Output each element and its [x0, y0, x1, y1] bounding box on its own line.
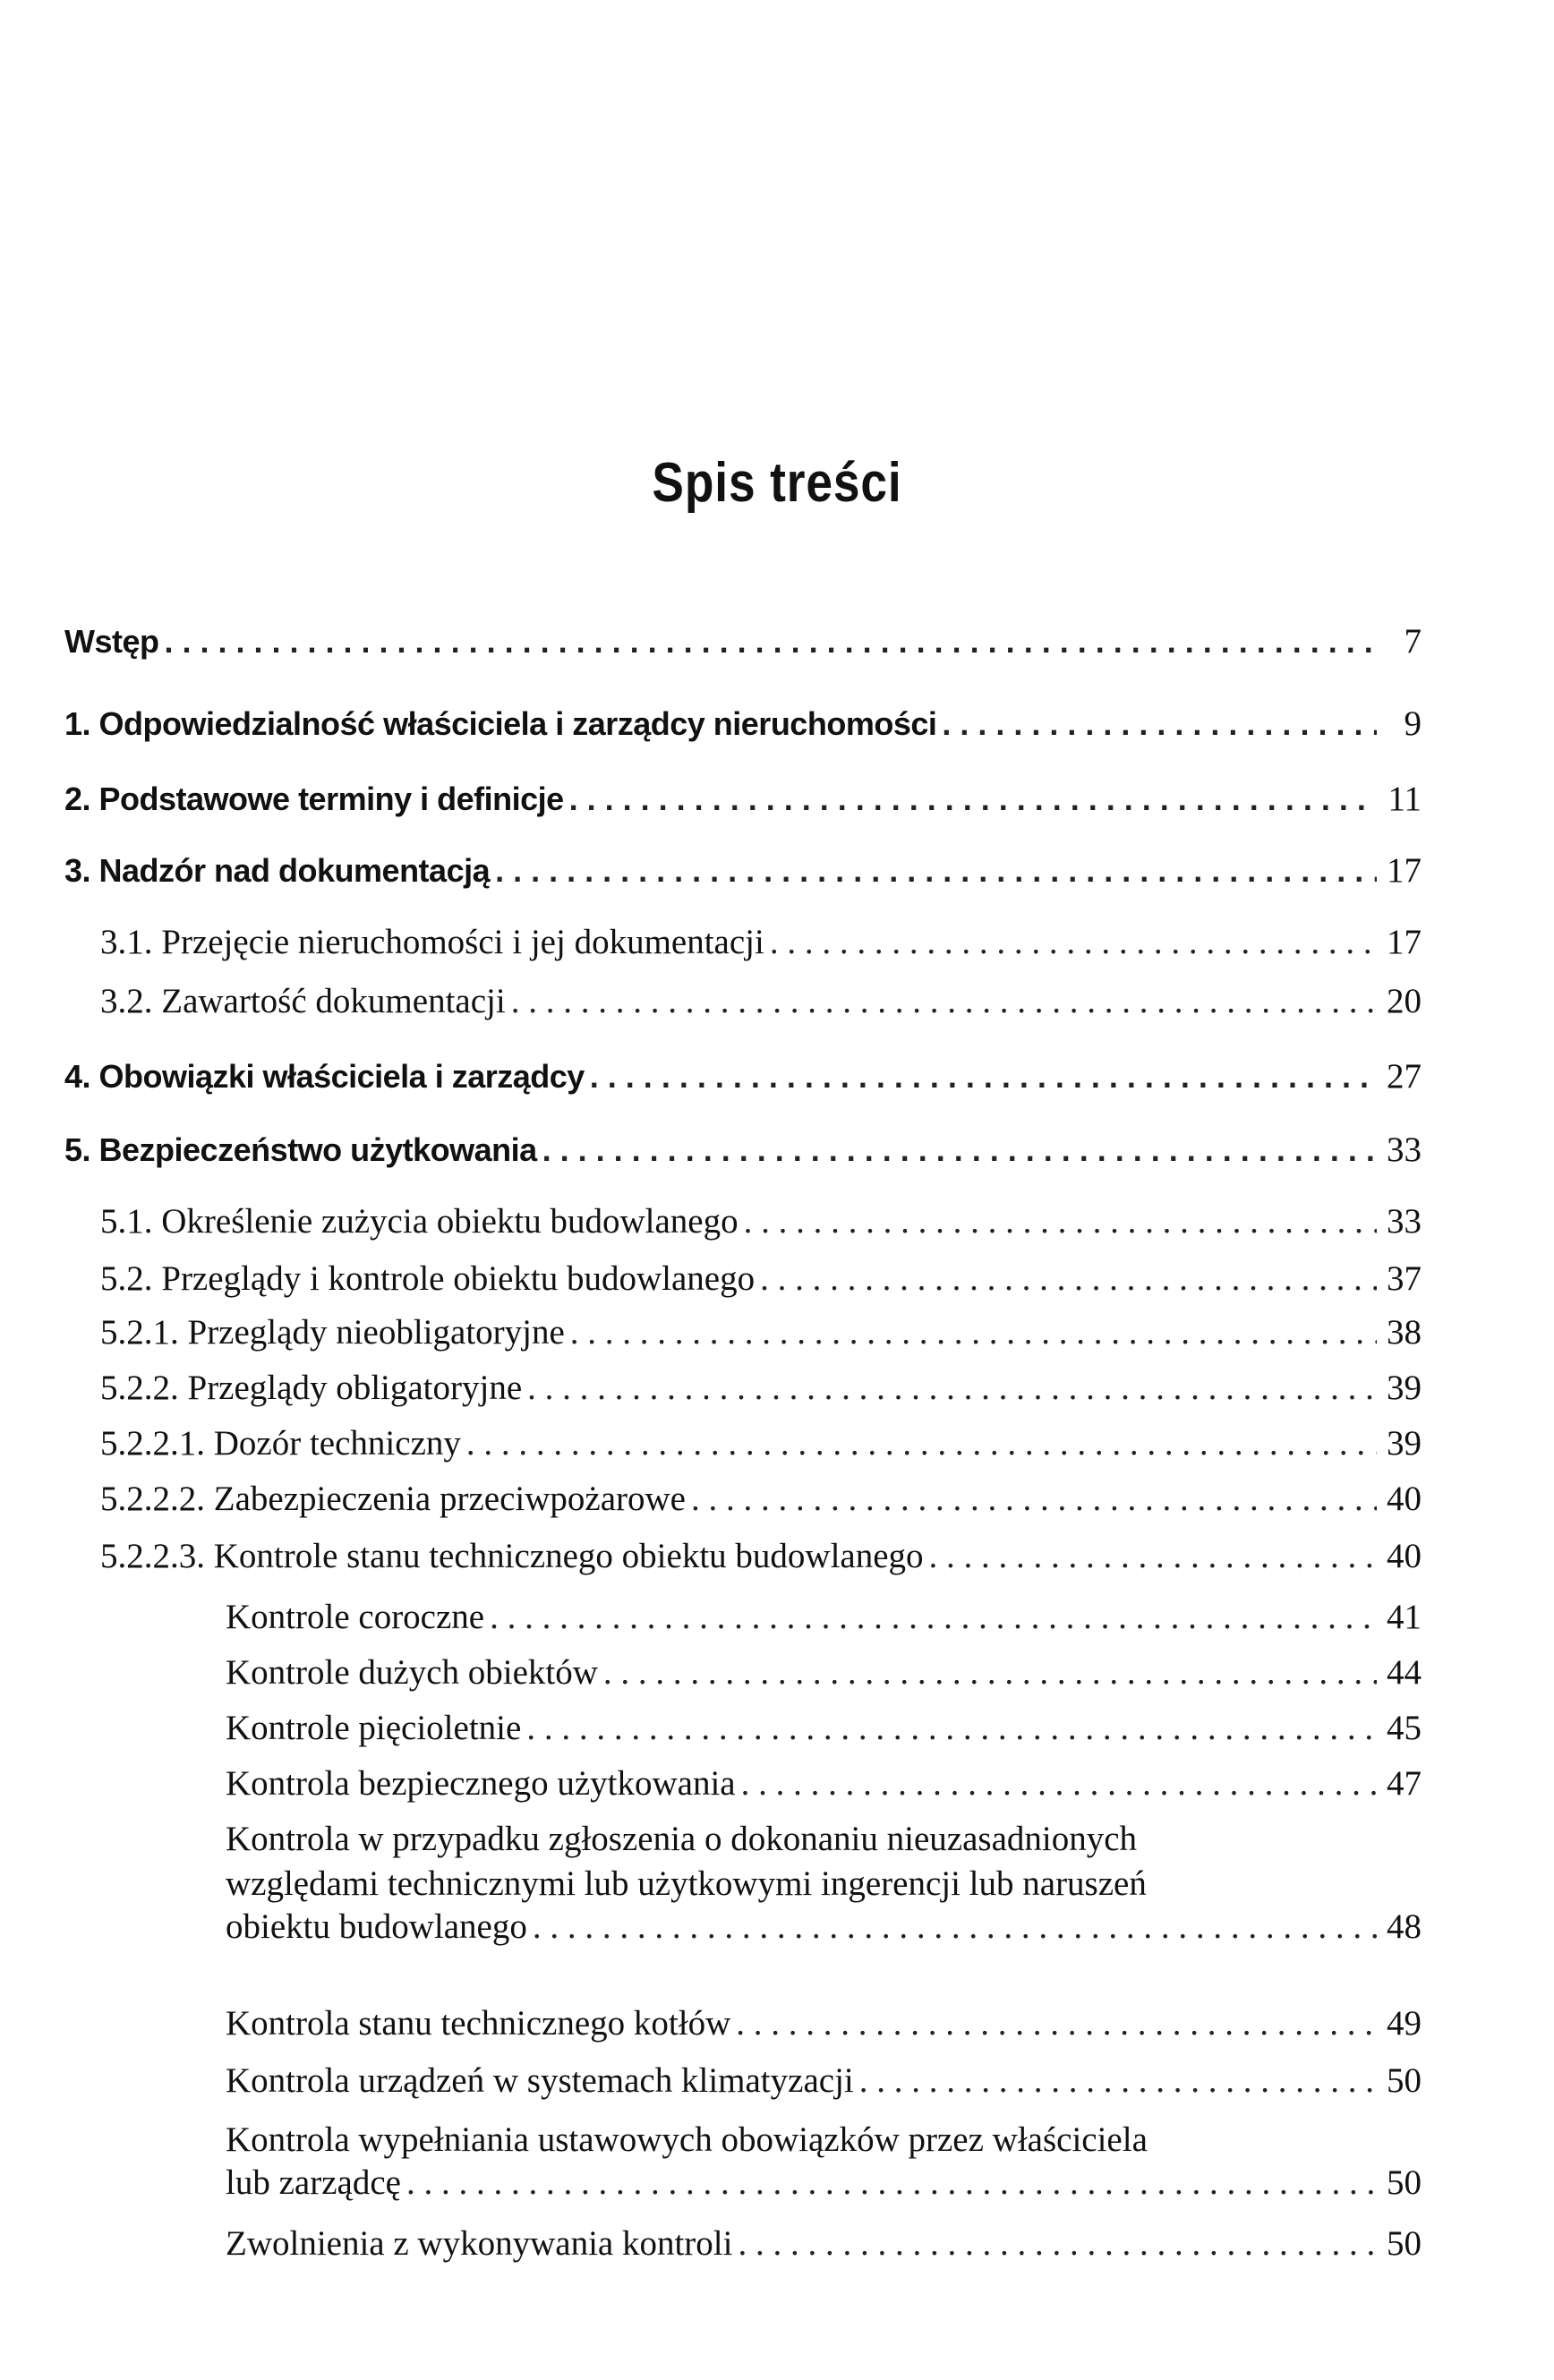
toc-entry-wstep[interactable]	[64, 621, 1422, 666]
toc-entry-label: obiektu budowlanego	[226, 1907, 527, 1946]
toc-entry-label: 5.2.2. Przeglądy obligatoryjne	[100, 1369, 523, 1407]
toc-entry-kontrole-duzych-obiektow[interactable]	[226, 1652, 1422, 1697]
dot-leader	[569, 781, 1377, 818]
toc-entry-line: Kontrola w przypadku zgłoszenia o dokonaniu nieuzasadnionych	[226, 1820, 1138, 1858]
toc-entry-section-3-2[interactable]	[100, 981, 1422, 1026]
toc-entry-line: Kontrola wypełniania ustawowych obowiązków przez właściciela	[226, 2120, 1148, 2159]
toc-entry-zwolnienia[interactable]	[226, 2223, 1422, 2268]
toc-entry-page: 33	[1387, 1130, 1422, 1169]
toc-entry-page: 48	[1387, 1907, 1422, 1946]
toc-entry-section-5-2-1[interactable]	[100, 1312, 1422, 1357]
dot-leader	[590, 1058, 1377, 1096]
dot-leader	[942, 705, 1377, 743]
dot-leader	[511, 981, 1377, 1021]
toc-entry-section-3-1[interactable]	[100, 922, 1422, 967]
dot-leader	[691, 1479, 1377, 1519]
dot-leader	[406, 2162, 1377, 2203]
toc-entry-label: Kontrole dużych obiektów	[226, 1653, 598, 1692]
toc-entry-page: 50	[1387, 2224, 1422, 2263]
dot-leader	[165, 623, 1378, 661]
toc-entry-label: 5.2.1. Przeglądy nieobligatoryjne	[100, 1313, 565, 1352]
dot-leader	[527, 1368, 1377, 1408]
toc-entry-section-5-2-2[interactable]	[100, 1368, 1422, 1412]
toc-entry-section-5-2-2-3[interactable]	[100, 1536, 1422, 1581]
dot-leader	[526, 1708, 1377, 1748]
toc-entry-page: 39	[1387, 1369, 1422, 1407]
toc-entry-label: lub zarządcę	[226, 2163, 401, 2202]
toc-entry-page: 45	[1387, 1709, 1422, 1747]
dot-leader	[738, 2223, 1377, 2264]
toc-entry-label: Kontrole pięcioletnie	[226, 1709, 522, 1747]
toc-entry-page: 33	[1387, 1202, 1422, 1241]
toc-entry-label: 5.2.2.2. Zabezpieczenia przeciwpożarowe	[100, 1480, 686, 1518]
toc-entry-label: Wstęp	[64, 623, 159, 660]
toc-entry-section-5-2-2-1[interactable]	[100, 1423, 1422, 1468]
page-title: Spis treści	[652, 452, 902, 514]
toc-entry-label: 1. Odpowiedzialność właściciela i zarządcy nieruchomości	[64, 705, 937, 742]
toc-entry-kontrole-piecioletnie[interactable]	[226, 1708, 1422, 1753]
toc-entry-chapter-5[interactable]	[64, 1130, 1422, 1174]
dot-leader	[929, 1536, 1377, 1576]
toc-entry-page: 49	[1387, 2004, 1422, 2043]
toc-entry-page: 47	[1387, 1764, 1422, 1803]
toc-entry-label: 5. Bezpieczeństwo użytkowania	[64, 1131, 537, 1168]
toc-entry-page: 50	[1387, 2061, 1422, 2100]
toc-entry-page: 50	[1387, 2163, 1422, 2202]
toc-entry-page: 37	[1387, 1259, 1422, 1298]
toc-entry-page: 17	[1387, 923, 1422, 961]
toc-entry-page: 39	[1387, 1424, 1422, 1463]
toc-entry-chapter-3[interactable]	[64, 850, 1422, 895]
toc-entry-chapter-4[interactable]	[64, 1056, 1422, 1101]
dot-leader	[466, 1423, 1377, 1463]
toc-entry-page: 38	[1387, 1313, 1422, 1352]
toc-entry-section-5-2[interactable]	[100, 1258, 1422, 1303]
dot-leader	[744, 1201, 1377, 1241]
dot-leader	[741, 1763, 1377, 1804]
toc-entry-kontrole-coroczne[interactable]	[226, 1597, 1422, 1642]
toc-entry-label: 5.2.2.3. Kontrole stanu technicznego obiektu budowlanego	[100, 1537, 924, 1575]
toc-entry-section-5-1[interactable]	[100, 1201, 1422, 1246]
dot-leader	[859, 2060, 1377, 2101]
toc-entry-label: 3.1. Przejęcie nieruchomości i jej dokumentacji	[100, 923, 764, 961]
toc-entry-page: 9	[1404, 704, 1422, 743]
toc-entry-label: Kontrola bezpiecznego użytkowania	[226, 1764, 736, 1803]
dot-leader	[603, 1652, 1377, 1693]
toc-entry-page: 11	[1388, 780, 1422, 818]
toc-entry-page: 40	[1387, 1537, 1422, 1575]
toc-entry-label: 5.1. Określenie zużycia obiektu budowlanego	[100, 1202, 739, 1241]
toc-entry-page: 7	[1404, 622, 1422, 661]
toc-entry-kontrola-klimatyzacji[interactable]	[226, 2060, 1422, 2105]
dot-leader	[760, 1258, 1377, 1299]
toc-entry-section-5-2-2-2[interactable]	[100, 1479, 1422, 1523]
toc-entry-page: 41	[1387, 1598, 1422, 1636]
toc-entry-page: 44	[1387, 1653, 1422, 1692]
dot-leader	[736, 2003, 1377, 2043]
toc-entry-page: 27	[1387, 1057, 1422, 1096]
toc-entry-kontrola-w-przypadku-zgloszenia[interactable]	[226, 1817, 1422, 1951]
dot-leader	[495, 852, 1377, 890]
toc-entry-label: 4. Obowiązki właściciela i zarządcy	[64, 1058, 585, 1095]
dot-leader	[570, 1312, 1377, 1352]
toc-entry-line: względami technicznymi lub użytkowymi ingerencji lub naruszeń	[226, 1864, 1147, 1903]
toc-entry-page: 40	[1387, 1480, 1422, 1518]
toc-entry-label: Kontrole coroczne	[226, 1598, 485, 1636]
dot-leader	[542, 1131, 1377, 1169]
toc-entry-label: 2. Podstawowe terminy i definicje	[64, 781, 564, 817]
toc-entry-label: 3.2. Zawartość dokumentacji	[100, 982, 506, 1020]
dot-leader	[533, 1907, 1377, 1947]
toc-entry-label: 5.2.2.1. Dozór techniczny	[100, 1424, 461, 1463]
toc-entry-kontrola-kotlow[interactable]	[226, 2003, 1422, 2048]
toc-entry-label: Kontrola urządzeń w systemach klimatyzacji	[226, 2061, 854, 2100]
toc-entry-page: 17	[1387, 851, 1422, 890]
toc-entry-kontrola-bezpiecznego-uzytkowania[interactable]	[226, 1763, 1422, 1808]
toc-entry-kontrola-obowiazkow[interactable]	[226, 2118, 1422, 2207]
dot-leader	[490, 1597, 1377, 1637]
toc-entry-chapter-2[interactable]	[64, 779, 1422, 823]
toc-entry-page: 20	[1387, 982, 1422, 1020]
dot-leader	[770, 922, 1377, 962]
toc-entry-label: Kontrola stanu technicznego kotłów	[226, 2004, 731, 2043]
toc-entry-label: Zwolnienia z wykonywania kontroli	[226, 2224, 733, 2263]
toc-entry-label: 3. Nadzór nad dokumentacją	[64, 852, 491, 889]
toc-entry-chapter-1[interactable]	[64, 704, 1422, 748]
toc-entry-label: 5.2. Przeglądy i kontrole obiektu budowlanego	[100, 1259, 756, 1298]
